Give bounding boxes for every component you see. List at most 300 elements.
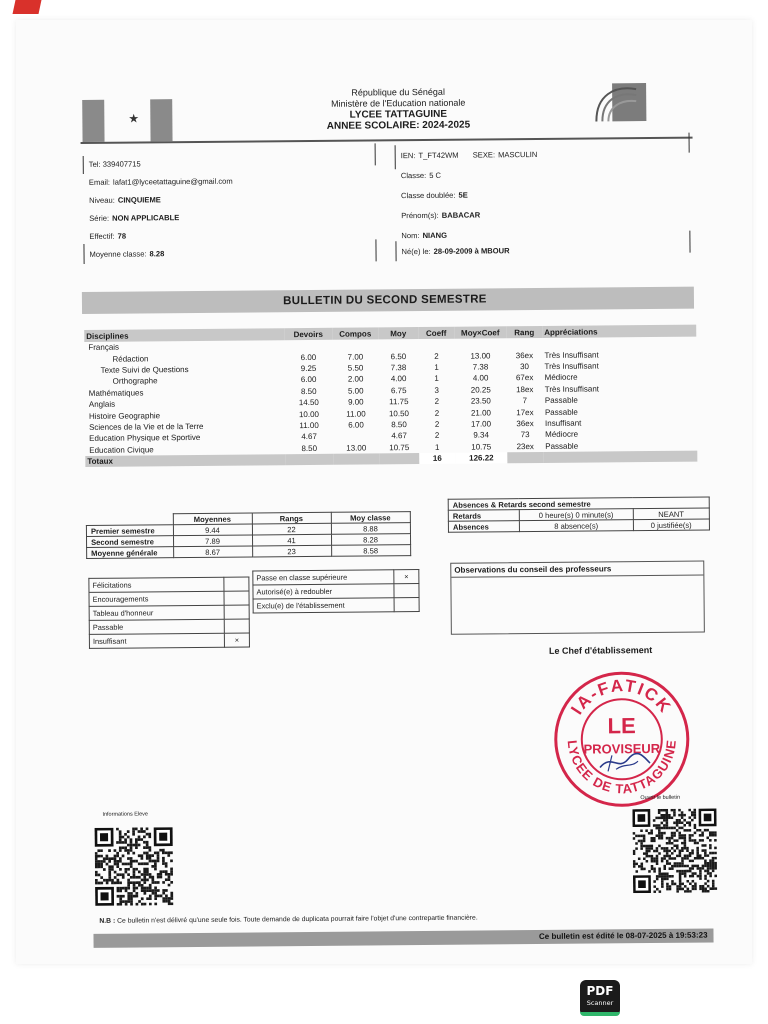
qr-module	[689, 829, 692, 832]
qr-module	[648, 845, 651, 848]
subject-name: Orthographe	[112, 376, 158, 387]
qr-module	[138, 881, 141, 884]
subject-cell	[333, 431, 379, 443]
qr-module	[679, 870, 682, 873]
footer-band	[93, 928, 713, 947]
qr-module	[127, 849, 130, 852]
qr-module	[108, 865, 111, 868]
qr-module	[135, 895, 138, 898]
qr-module	[681, 870, 684, 873]
qr-module	[141, 897, 144, 900]
absences-justified: 0 justifiée(s)	[633, 519, 709, 531]
qr-module	[133, 871, 136, 874]
qr-module	[702, 887, 705, 890]
absences-value: 8 absence(s)	[519, 520, 633, 532]
qr-module	[127, 898, 130, 901]
qr-module	[162, 862, 165, 865]
qr-module	[709, 862, 712, 865]
qr-module	[706, 837, 709, 840]
qr-module	[694, 824, 697, 827]
qr-module	[143, 879, 146, 882]
qr-module	[162, 881, 165, 884]
subject-cell	[454, 338, 506, 350]
qr-module	[170, 873, 173, 876]
qr-module	[661, 827, 664, 830]
qr-module	[658, 852, 661, 855]
totals-empty	[285, 454, 333, 466]
qr-module	[676, 822, 679, 825]
qr-module	[146, 868, 149, 871]
qr-module	[656, 834, 659, 837]
qr-finder	[100, 892, 108, 900]
subject-appreciation: Passable	[545, 441, 579, 451]
qr-module	[712, 852, 715, 855]
niveau-row	[89, 195, 161, 205]
qr-module	[699, 870, 702, 873]
qr-module	[130, 865, 133, 868]
qr-module	[643, 835, 646, 838]
qr-module	[135, 844, 138, 847]
classe-label: Classe:	[400, 170, 427, 181]
qr-module	[655, 827, 658, 830]
qr-module	[653, 870, 656, 873]
qr-module	[108, 871, 111, 874]
qr-module	[651, 865, 654, 868]
flag-stripe-right	[150, 99, 172, 141]
qr-module	[159, 870, 162, 873]
qr-module	[666, 883, 669, 886]
qr-module	[709, 844, 712, 847]
qr-module	[100, 855, 103, 858]
qr-module	[130, 857, 133, 860]
qr-module	[122, 841, 125, 844]
totals-empty	[507, 452, 543, 464]
decision-checkbox	[224, 619, 249, 633]
qr-module	[162, 857, 165, 860]
qr-module	[699, 875, 702, 878]
qr-module	[673, 809, 676, 812]
qr-module	[684, 839, 687, 842]
subject-cell: 10.75	[471, 442, 492, 452]
header-ministry: Ministère de l'Education nationale	[331, 97, 466, 109]
qr-module	[668, 850, 671, 853]
qr-module	[692, 875, 695, 878]
qr-module	[709, 887, 712, 890]
qr-module	[658, 811, 661, 814]
qr-module	[679, 875, 682, 878]
qr-module	[149, 884, 152, 887]
semester-cell: 8.28	[331, 534, 410, 546]
subject-cell: 36ex	[516, 418, 534, 429]
qr-module	[133, 889, 136, 892]
qr-module	[673, 834, 676, 837]
email-label: Email:	[88, 177, 111, 187]
qr-module	[133, 895, 136, 898]
qr-module	[633, 852, 636, 855]
semester-col-classe: Moy classe	[331, 512, 410, 524]
qr-module	[168, 884, 171, 887]
qr-module	[704, 887, 707, 890]
qr-module	[103, 879, 106, 882]
qr-module	[151, 860, 154, 863]
qr-module	[679, 865, 682, 868]
qr-module	[673, 814, 676, 817]
subject-cell: 4.67	[391, 431, 407, 441]
qr-module	[694, 811, 697, 814]
document-header	[278, 86, 518, 132]
qr-module	[684, 837, 687, 840]
qr-module	[681, 814, 684, 817]
qr-module	[170, 892, 173, 895]
qr-module	[697, 865, 700, 868]
qr-module	[124, 833, 127, 836]
subject-cell: 10.00	[298, 409, 319, 419]
qr-module	[714, 875, 717, 878]
qr-module	[633, 837, 636, 840]
qr-module	[130, 903, 133, 906]
qr-module	[656, 860, 659, 863]
qr-module	[704, 877, 707, 880]
subject-appreciation: Très Insuffisant	[544, 361, 599, 371]
qr-module	[651, 845, 654, 848]
qr-finder	[638, 880, 646, 888]
qr-module	[119, 830, 122, 833]
qr-module	[692, 880, 695, 883]
retards-label: Retards	[448, 510, 519, 522]
qr-module	[704, 862, 707, 865]
decision-row	[89, 591, 249, 606]
qr-module	[95, 855, 98, 858]
qr-module	[643, 868, 646, 871]
qr-module	[658, 827, 661, 830]
qr-module	[676, 839, 679, 842]
qr-module	[125, 903, 128, 906]
qr-module	[688, 816, 691, 819]
qr-module	[663, 814, 666, 817]
qr-module	[696, 829, 699, 832]
semester-cell: 7.89	[173, 535, 252, 547]
qr-module	[666, 860, 669, 863]
qr-module	[141, 873, 144, 876]
qr-module	[666, 885, 669, 888]
qr-module	[709, 875, 712, 878]
qr-module	[693, 809, 696, 812]
qr-module	[641, 863, 644, 866]
qr-module	[162, 849, 165, 852]
qr-module	[114, 855, 117, 858]
qr-module	[119, 838, 122, 841]
qr-module	[653, 868, 656, 871]
qr-module	[97, 855, 100, 858]
qr-module	[643, 845, 646, 848]
qr-module	[676, 855, 679, 858]
grades-col-header: Moy	[390, 328, 407, 338]
qr-module	[687, 888, 690, 891]
qr-module	[668, 837, 671, 840]
qr-module	[152, 892, 155, 895]
qr-module	[95, 866, 98, 869]
qr-module	[125, 889, 128, 892]
qr-module	[702, 867, 705, 870]
qr-module	[661, 883, 664, 886]
qr-module	[678, 827, 681, 830]
subject-cell: 11.00	[299, 420, 319, 431]
qr-module	[127, 895, 130, 898]
qr-module	[701, 844, 704, 847]
qr-module	[679, 885, 682, 888]
qr-module	[704, 854, 707, 857]
qr-module	[681, 888, 684, 891]
qr-module	[143, 846, 146, 849]
qr-module	[157, 852, 160, 855]
nom-row	[401, 231, 447, 240]
qr-module	[122, 836, 125, 839]
qr-module	[154, 892, 157, 895]
qr-module	[651, 868, 654, 871]
qr-module	[132, 860, 135, 863]
qr-module	[686, 865, 689, 868]
official-stamp	[551, 667, 692, 808]
subject-cell: 13.00	[470, 350, 491, 361]
qr-module	[133, 876, 136, 879]
decision-row	[89, 633, 249, 648]
subject-cell: 2.00	[347, 374, 364, 385]
qr-module	[684, 870, 687, 873]
qr-module	[138, 830, 141, 833]
qr-module	[686, 857, 689, 860]
qr-module	[666, 875, 669, 878]
qr-module	[683, 824, 686, 827]
qr-module	[130, 844, 133, 847]
subject-cell: 3	[434, 385, 439, 395]
qr-module	[681, 847, 684, 850]
qr-module	[146, 827, 149, 830]
subject-cell: 10.75	[389, 442, 410, 453]
qr-module	[133, 868, 136, 871]
decision-table	[252, 569, 419, 613]
absences-row	[448, 519, 709, 532]
qr-module	[100, 865, 103, 868]
subject-cell: 67ex	[515, 373, 534, 383]
qr-module	[676, 847, 679, 850]
qr-module	[683, 819, 686, 822]
qr-module	[146, 841, 149, 844]
qr-module	[141, 884, 144, 887]
qr-module	[117, 895, 120, 898]
qr-module	[697, 875, 700, 878]
qr-module	[633, 832, 636, 835]
qr-module	[635, 842, 638, 845]
semester-label: Moyenne générale	[87, 547, 174, 559]
subject-cell: 36ex	[515, 350, 534, 360]
qr-module	[122, 846, 125, 849]
subject-name: Education Physique et Sportive	[89, 433, 201, 444]
qr-module	[119, 846, 122, 849]
star-icon: ★	[128, 111, 140, 126]
qr-module	[146, 833, 149, 836]
absences-table	[448, 497, 710, 533]
qr-module	[707, 862, 710, 865]
qr-module	[678, 819, 681, 822]
qr-module	[130, 876, 133, 879]
qr-module	[635, 835, 638, 838]
flag-stripe-left	[82, 100, 104, 142]
qr-module	[653, 824, 656, 827]
qr-module	[668, 857, 671, 860]
subject-name: Texte Suivi de Questions	[100, 365, 189, 375]
qr-module	[648, 855, 651, 858]
qr-module	[666, 852, 669, 855]
info-bracket	[689, 231, 690, 253]
qr-module	[681, 811, 684, 814]
qr-module	[127, 868, 130, 871]
effectif-row	[89, 232, 126, 241]
qr-module	[658, 809, 661, 812]
qr-module	[141, 889, 144, 892]
qr-module	[157, 881, 160, 884]
qr-module	[707, 867, 710, 870]
qr-module	[678, 814, 681, 817]
qr-module	[666, 862, 669, 865]
qr-module	[116, 863, 119, 866]
email-value: lafat1@lyceetattaguine@gmail.com	[112, 176, 233, 187]
qr-module	[651, 847, 654, 850]
qr-module	[146, 854, 149, 857]
nom-value: NIANG	[422, 230, 448, 240]
moyenne-classe-label: Moyenne classe:	[89, 249, 147, 259]
qr-code-bulletin-icon[interactable]	[632, 808, 719, 893]
qr-module	[165, 900, 168, 903]
ien-row	[401, 150, 538, 160]
decision-checkbox: ×	[394, 570, 419, 584]
qr-module	[100, 860, 103, 863]
qr-module	[686, 849, 689, 852]
qr-module	[696, 849, 699, 852]
qr-module	[663, 855, 666, 858]
subject-cell: 30	[520, 362, 530, 372]
ien-label: IEN:	[400, 151, 416, 161]
qr-module	[127, 879, 130, 882]
qr-module	[666, 842, 669, 845]
qr-module	[98, 882, 101, 885]
subject-appreciation: Très Insuffisant	[544, 350, 599, 360]
qr-module	[704, 849, 707, 852]
qr-module	[714, 847, 717, 850]
qr-module	[676, 844, 679, 847]
qr-module	[650, 840, 653, 843]
qr-module	[663, 824, 666, 827]
sexe-label: SEXE:	[472, 150, 496, 160]
qr-module	[149, 903, 152, 906]
qr-module	[124, 838, 127, 841]
sexe-value: MASCULIN	[498, 149, 538, 160]
decision-checkbox	[394, 598, 419, 612]
qr-module	[645, 847, 648, 850]
qr-module	[95, 852, 98, 855]
qr-module	[168, 876, 171, 879]
qr-module	[646, 855, 649, 858]
nb-note	[99, 915, 477, 925]
qr-module	[103, 868, 106, 871]
qr-module	[673, 827, 676, 830]
qr-module	[674, 857, 677, 860]
subject-cell: 10.50	[388, 408, 409, 418]
qr-module	[684, 857, 687, 860]
qr-module	[641, 868, 644, 871]
nom-label: Nom:	[401, 231, 420, 241]
qr-module	[117, 879, 120, 882]
qr-module	[684, 890, 687, 893]
nb-label: N.B :	[99, 917, 116, 925]
qr-module	[167, 851, 170, 854]
qr-module	[138, 884, 141, 887]
qr-module	[108, 873, 111, 876]
qr-module	[666, 850, 669, 853]
qr-module	[640, 845, 643, 848]
qr-module	[135, 841, 138, 844]
qr-module	[684, 847, 687, 850]
qr-module	[116, 852, 119, 855]
qr-module	[656, 857, 659, 860]
qr-module	[689, 839, 692, 842]
grades-col-header: Compos	[339, 328, 372, 339]
qr-module	[671, 875, 674, 878]
qr-module	[668, 816, 671, 819]
pdf-scanner-badge[interactable]	[580, 980, 620, 1016]
qr-module	[661, 834, 664, 837]
qr-module	[669, 888, 672, 891]
qr-module	[165, 873, 168, 876]
qr-module	[660, 809, 663, 812]
qr-code-eleve-icon[interactable]	[95, 827, 176, 906]
qr-module	[696, 852, 699, 855]
qr-module	[679, 880, 682, 883]
qr-module	[655, 817, 658, 820]
qr-module	[148, 833, 151, 836]
qr-module	[704, 829, 707, 832]
qr-module	[100, 863, 103, 866]
qr-module	[653, 857, 656, 860]
subject-cell: 11.75	[389, 397, 409, 407]
qr-module	[133, 887, 136, 890]
qr-module	[650, 829, 653, 832]
qr-module	[683, 829, 686, 832]
naissance-row	[401, 246, 509, 256]
subject-cell: 4.00	[472, 373, 489, 383]
qr-module	[653, 850, 656, 853]
qr-module	[692, 888, 695, 891]
qr-module	[127, 836, 130, 839]
qr-module	[125, 871, 128, 874]
qr-module	[661, 873, 664, 876]
nb-text: Ce bulletin n'est délivré qu'une seule fois. Toute demande de duplicata pourrait faire l'objet d'une contrepartie financière.	[117, 914, 478, 925]
qr-module	[135, 887, 138, 890]
decision-row	[253, 570, 419, 585]
qr-module	[146, 870, 149, 873]
subject-cell: 6.00	[300, 375, 317, 385]
niveau-value: CINQUIEME	[117, 195, 161, 205]
qr-module	[709, 864, 712, 867]
qr-module	[666, 873, 669, 876]
qr-module	[165, 878, 168, 881]
doublee-value: 5E	[458, 190, 468, 200]
qr-module	[673, 811, 676, 814]
qr-module	[683, 814, 686, 817]
subject-cell: 7.38	[390, 363, 407, 373]
qr-module	[160, 895, 163, 898]
report-card	[78, 73, 708, 942]
qr-module	[117, 903, 120, 906]
